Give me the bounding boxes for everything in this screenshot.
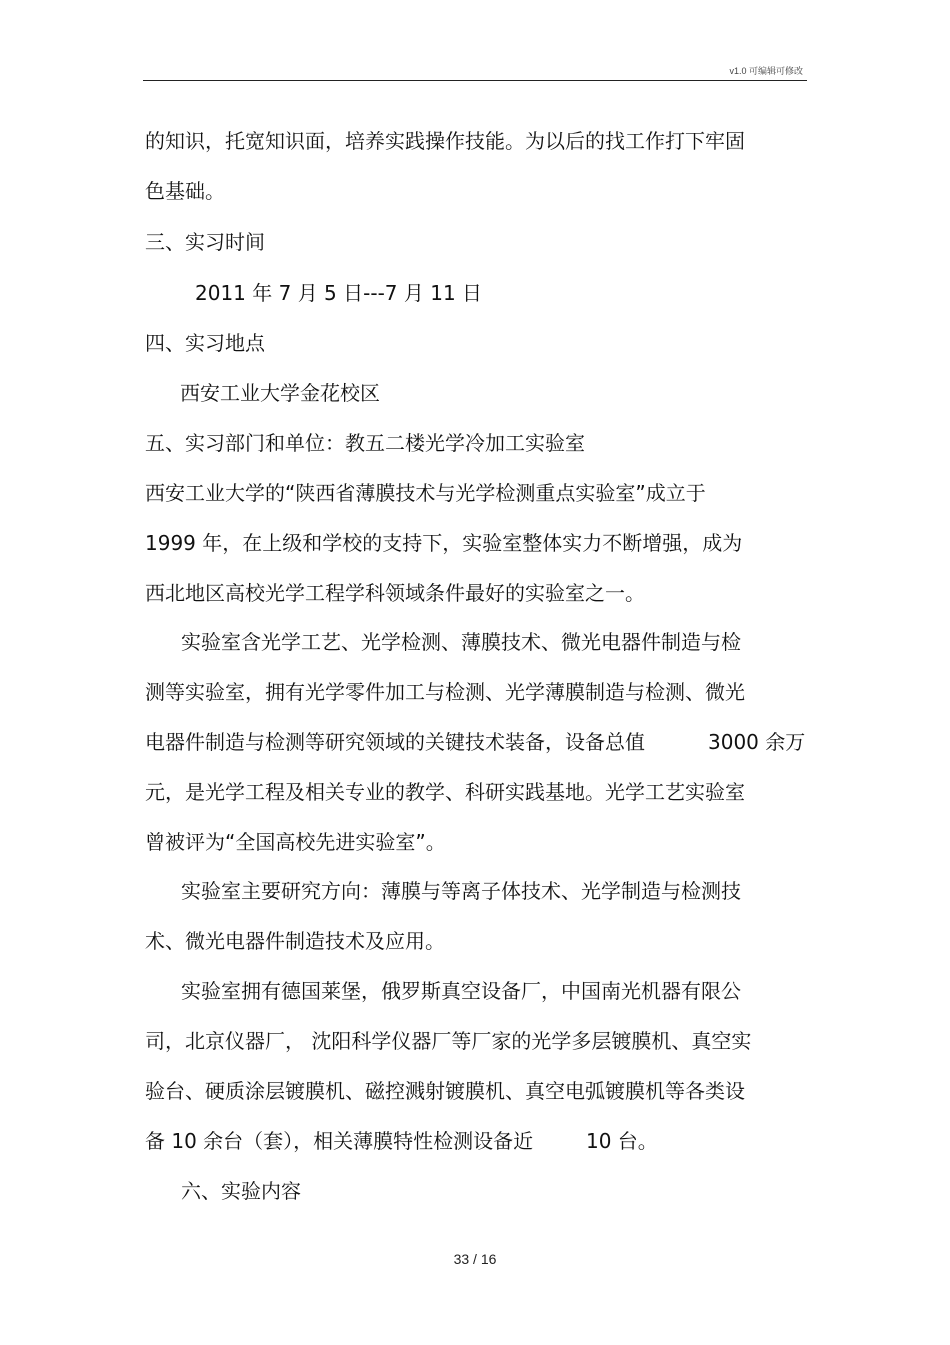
body-line: 色基础。 [145, 179, 225, 203]
body-line: 术、微光电器件制造技术及应用。 [145, 929, 445, 953]
header-version-note: v1.0 可编辑可修改 [729, 66, 803, 76]
section-heading-department: 五、实习部门和单位：教五二楼光学冷加工实验室 [145, 431, 585, 455]
device-count: 10 台。 [586, 1129, 658, 1153]
body-line: 验台、硬质涂层镀膜机、磁控溅射镀膜机、真空电弧镀膜机等各类设 [145, 1079, 745, 1103]
body-line: 备 10 余台（套），相关薄膜特性检测设备近 [145, 1129, 534, 1153]
section-heading-content: 六、实验内容 [181, 1179, 301, 1203]
header-rule [143, 80, 807, 81]
body-line: 的知识，托宽知识面，培养实践操作技能。为以后的找工作打下牢固 [145, 129, 745, 153]
body-line: 元，是光学工程及相关专业的教学、科研实践基地。光学工艺实验室 [145, 780, 745, 804]
internship-location: 西安工业大学金花校区 [180, 381, 380, 405]
body-line: 测等实验室，拥有光学零件加工与检测、光学薄膜制造与检测、微光 [145, 680, 745, 704]
body-line: 1999 年，在上级和学校的支持下，实验室整体实力不断增强，成为 [145, 531, 743, 555]
body-line: 西北地区高校光学工程学科领域条件最好的实验室之一。 [145, 581, 645, 605]
section-heading-time: 三、实习时间 [145, 230, 265, 254]
section-heading-location: 四、实习地点 [145, 331, 265, 355]
body-line: 司，北京仪器厂， 沈阳科学仪器厂等厂家的光学多层镀膜机、真空实 [145, 1029, 752, 1053]
equipment-value: 3000 余万 [708, 730, 806, 754]
body-line: 西安工业大学的“陕西省薄膜技术与光学检测重点实验室”成立于 [145, 481, 706, 505]
internship-dates: 2011 年 7 月 5 日---7 月 11 日 [195, 281, 483, 305]
page-number: 33 / 16 [453, 1251, 497, 1267]
body-line: 实验室主要研究方向：薄膜与等离子体技术、光学制造与检测技 [181, 879, 741, 903]
body-line: 电器件制造与检测等研究领域的关键技术装备，设备总值 [145, 730, 645, 754]
body-line: 实验室拥有德国莱堡，俄罗斯真空设备厂，中国南光机器有限公 [181, 979, 741, 1003]
body-line: 实验室含光学工艺、光学检测、薄膜技术、微光电器件制造与检 [181, 630, 741, 654]
body-line: 曾被评为“全国高校先进实验室”。 [145, 830, 446, 854]
